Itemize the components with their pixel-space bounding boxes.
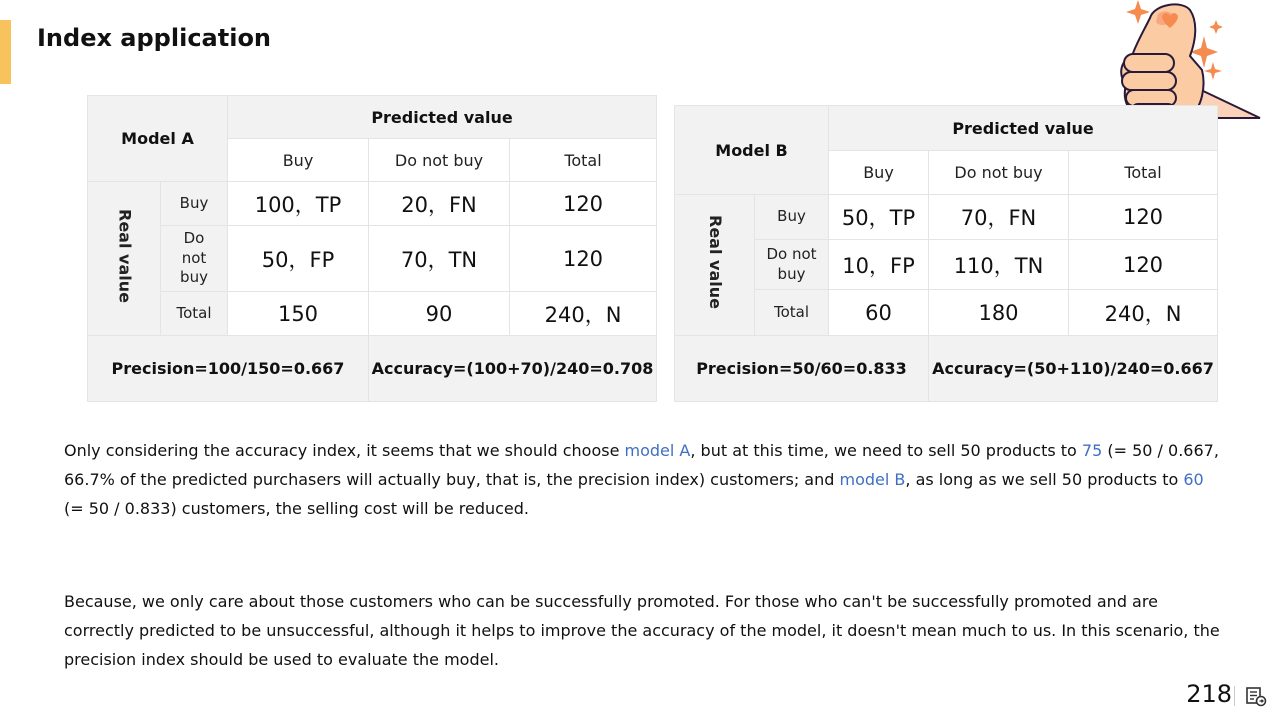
model-b-cell: 10，FP	[829, 240, 929, 290]
model-a-row-label: Do not buy	[161, 226, 228, 292]
confusion-matrix-model-b	[674, 105, 1218, 402]
page-title: Index application	[37, 24, 272, 52]
model-b-cell: 120	[1069, 240, 1218, 290]
model-b-name: Model B	[675, 106, 829, 195]
model-b-cell: 60	[829, 290, 929, 336]
model-a-precision: Precision=100/150=0.667	[88, 336, 369, 402]
model-b-accuracy: Accuracy=(50+110)/240=0.667	[929, 336, 1218, 402]
sparkle-icon	[1126, 0, 1150, 24]
model-a-cell: 120	[510, 182, 657, 226]
paragraph-text: Only considering the accuracy index, it seems that we should choose	[64, 441, 625, 460]
paragraph-text: (= 50 / 0.667, 66.7% of the predicted purchasers will actually buy, that is, the precision index) customers; and	[64, 441, 1219, 489]
highlight-60: 60	[1183, 470, 1204, 489]
page-number: 218	[1186, 680, 1232, 708]
model-b-cell: 110，TN	[929, 240, 1069, 290]
highlight-model-a: model A	[624, 441, 691, 460]
model-b-real-value-text: Real value	[705, 215, 725, 310]
footer-divider	[1234, 686, 1235, 706]
model-a-cell: 150	[228, 292, 369, 336]
paragraph-accuracy-vs-precision	[64, 436, 1224, 523]
sparkle-icon	[1209, 20, 1223, 34]
model-b-col-header: Do not buy	[929, 151, 1069, 195]
paragraph-text: , but at this time, we need to sell 50 products to	[690, 441, 1082, 460]
model-b-cell: 240，N	[1069, 290, 1218, 336]
presentation-nav-icon[interactable]	[1244, 684, 1268, 708]
paragraph-text: , as long as we sell 50 products to	[905, 470, 1184, 489]
highlight-model-b: model B	[839, 470, 906, 489]
model-a-col-header: Total	[510, 139, 657, 182]
model-b-cell: 180	[929, 290, 1069, 336]
model-a-real-value-label	[88, 182, 161, 336]
model-a-col-header: Buy	[228, 139, 369, 182]
model-a-cell: 100，TP	[228, 182, 369, 226]
model-a-cell: 120	[510, 226, 657, 292]
model-a-row-label: Total	[161, 292, 228, 336]
model-a-cell: 90	[369, 292, 510, 336]
model-b-real-value-label	[675, 195, 755, 336]
model-b-row-label: Do not buy	[755, 240, 829, 290]
highlight-75: 75	[1081, 441, 1103, 460]
model-b-row-label: Buy	[755, 195, 829, 240]
model-a-cell: 70，TN	[369, 226, 510, 292]
model-a-cell: 50，FP	[228, 226, 369, 292]
model-a-cell: 20，FN	[369, 182, 510, 226]
model-b-col-header: Buy	[829, 151, 929, 195]
sparkle-icon	[1204, 62, 1222, 80]
model-a-real-value-text: Real value	[115, 208, 135, 303]
model-b-predicted-header: Predicted value	[829, 106, 1218, 151]
model-b-cell: 50，TP	[829, 195, 929, 240]
model-b-col-header: Total	[1069, 151, 1218, 195]
model-b-cell: 70，FN	[929, 195, 1069, 240]
model-b-cell: 120	[1069, 195, 1218, 240]
model-a-name: Model A	[88, 96, 228, 182]
model-a-predicted-header: Predicted value	[228, 96, 657, 139]
model-a-accuracy: Accuracy=(100+70)/240=0.708	[369, 336, 657, 402]
model-a-col-header: Do not buy	[369, 139, 510, 182]
paragraph-conclusion: Because, we only care about those customers who can be successfully promoted. For those who can't be successfully promoted and are correctly predicted to be unsuccessful, although it helps to improve the accuracy of the model, it doesn't mean much to us. In this scenario, the precision index should be used to evaluate the model.	[64, 592, 1220, 669]
paragraph-text: (= 50 / 0.833) customers, the selling cost will be reduced.	[64, 499, 530, 518]
model-a-cell: 240，N	[510, 292, 657, 336]
model-a-row-label: Buy	[161, 182, 228, 226]
model-b-precision: Precision=50/60=0.833	[675, 336, 929, 402]
model-b-row-label: Total	[755, 290, 829, 336]
title-accent-bar	[0, 20, 11, 84]
confusion-matrix-model-a	[87, 95, 657, 402]
